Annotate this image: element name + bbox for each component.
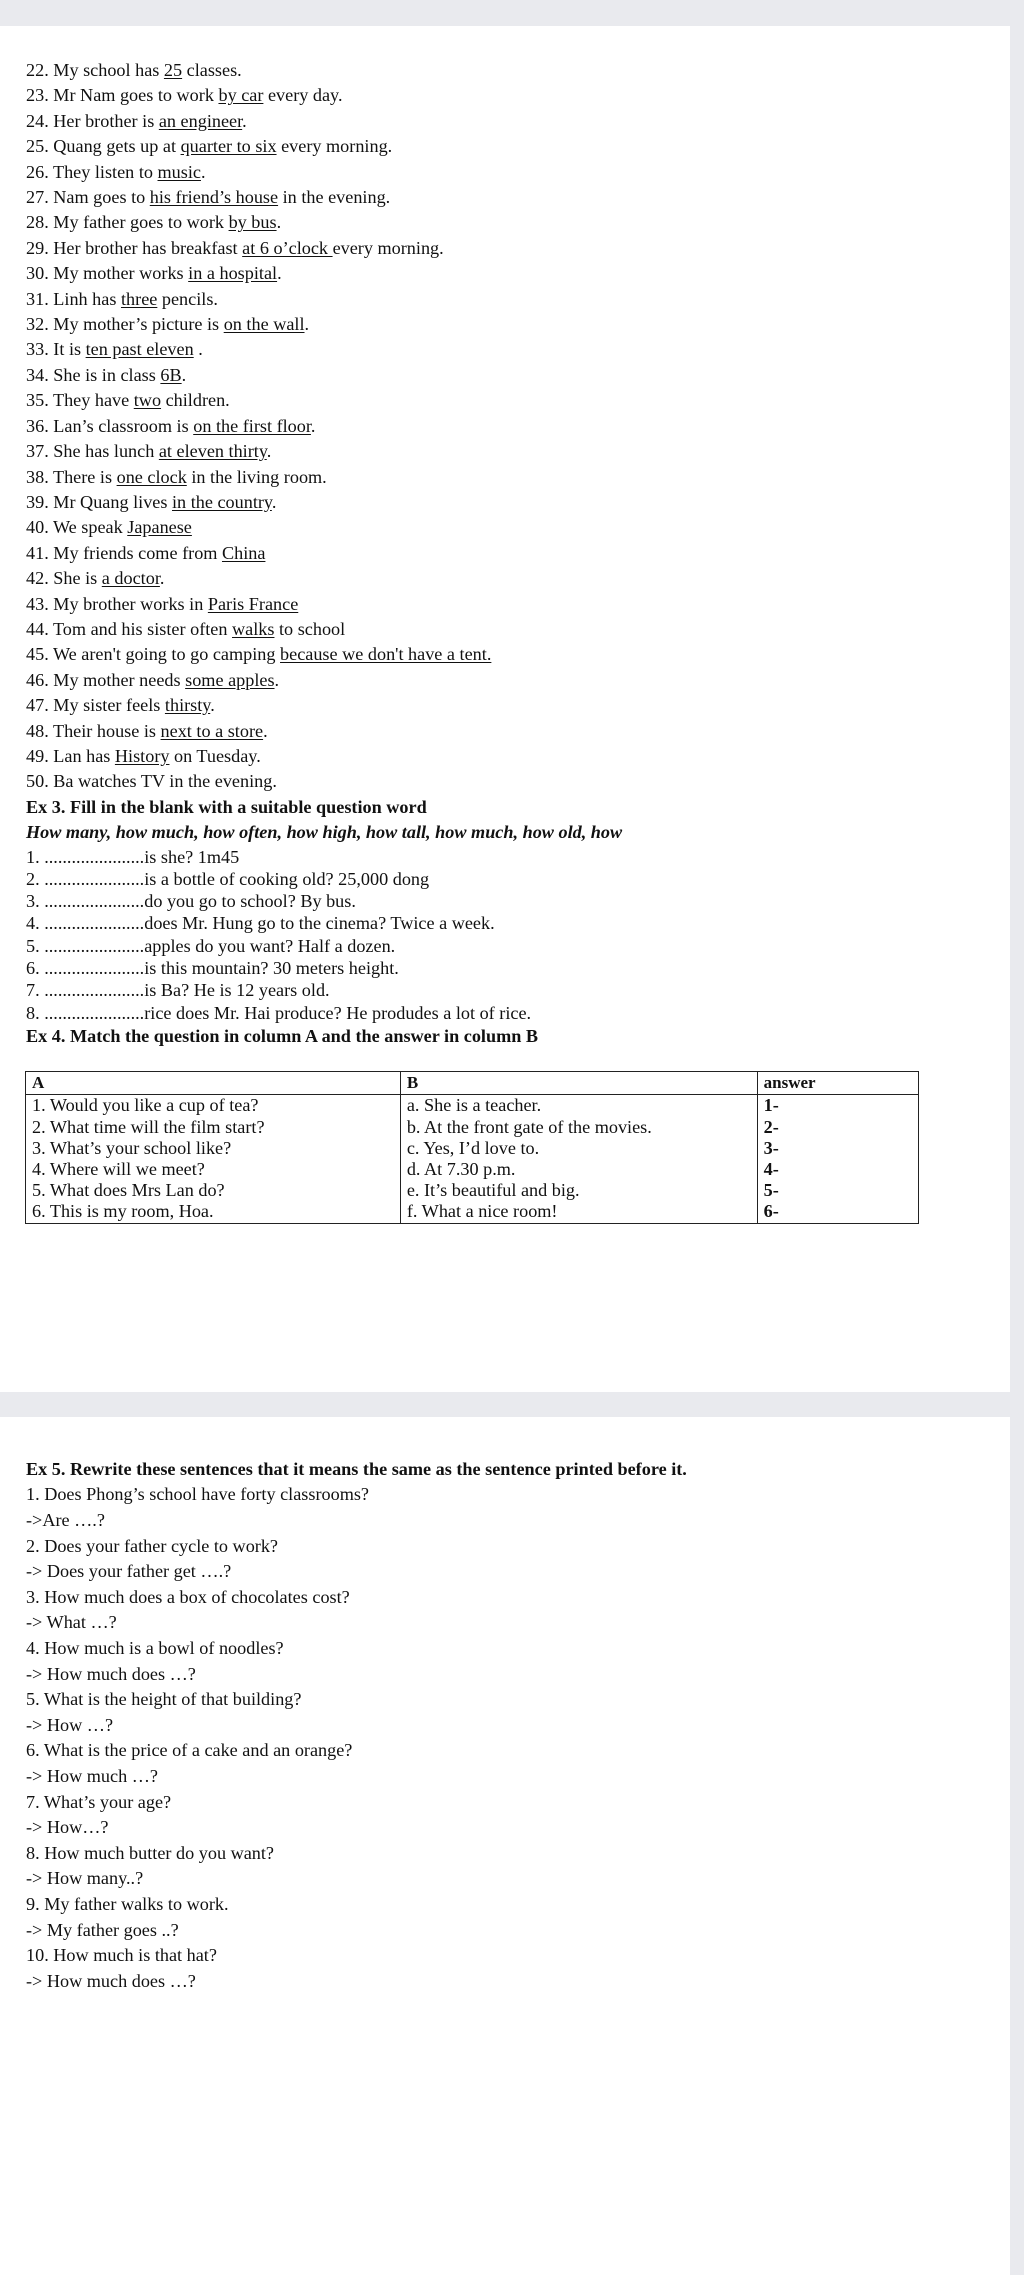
item-number: 7. xyxy=(26,980,45,1001)
matching-table xyxy=(25,1071,919,1223)
sentence-text: . xyxy=(276,212,282,233)
underlined-part: by bus xyxy=(228,212,277,233)
answer-item: 1- xyxy=(763,1095,779,1116)
sentence-text: pencils. xyxy=(157,288,218,309)
sentence-text: My sister feels xyxy=(53,695,165,716)
fill-blank-item xyxy=(26,1002,1010,1024)
sentence-text: My father goes to work xyxy=(53,212,229,233)
sentence-text: Their house is xyxy=(52,720,161,741)
underlined-part: one clock xyxy=(116,466,187,487)
sentence-text: Linh has xyxy=(53,288,121,309)
sentence-item xyxy=(26,719,1010,744)
blank-dots: ...................... xyxy=(44,958,145,979)
header-answer: answer xyxy=(757,1072,918,1095)
sentence-text: My mother works xyxy=(53,263,189,284)
column-a-cell xyxy=(26,1095,401,1223)
sentence-text: Her brother has breakfast xyxy=(53,237,243,258)
item-number: 42. xyxy=(26,568,54,589)
item-number: 44. xyxy=(26,618,53,639)
rewrite-line: ->Are ….? xyxy=(26,1510,105,1530)
sentence-item xyxy=(26,642,1010,667)
underlined-part: next to a store xyxy=(160,720,264,741)
exercise-5-title: Ex 5. Rewrite these sentences that it means the same as the sentence printed before it. xyxy=(26,1459,687,1479)
sentence-text: It is xyxy=(53,339,86,360)
item-text: do you go to school? By bus. xyxy=(144,891,356,912)
underlined-part: 25 xyxy=(163,60,183,80)
rewrite-line: 7. What’s your age? xyxy=(26,1791,172,1812)
rewrite-line: -> How …? xyxy=(26,1714,114,1735)
blank-dots: ...................... xyxy=(44,913,145,934)
underlined-part: a doctor xyxy=(101,568,160,589)
sentence-text: to school xyxy=(274,618,346,639)
underlined-part: three xyxy=(120,288,158,309)
underlined-part: two xyxy=(133,390,162,411)
fill-blank-item xyxy=(26,890,1010,912)
sentence-item xyxy=(26,388,1010,413)
sentence-item xyxy=(26,160,1010,185)
sentence-text: She is xyxy=(53,568,102,589)
sentence-text: children. xyxy=(161,390,230,411)
underlined-part: 6B xyxy=(160,364,182,385)
underlined-part: on the wall xyxy=(223,314,305,335)
sentence-text: in the evening. xyxy=(278,187,391,208)
sentence-item xyxy=(26,744,1010,769)
rewrite-line: 3. How much does a box of chocolates cost? xyxy=(26,1586,350,1607)
underlined-part: quarter to six xyxy=(180,136,277,157)
item-number: 28. xyxy=(26,212,54,233)
item-number: 38. xyxy=(26,466,53,487)
blank-dots: ...................... xyxy=(44,846,145,867)
item-number: 22. xyxy=(26,60,54,80)
underlined-part: at eleven thirty xyxy=(158,441,267,462)
fill-blank-item xyxy=(26,935,1010,957)
item-number: 47. xyxy=(26,695,54,716)
sentence-text: in the living room. xyxy=(186,466,327,487)
sentence-item xyxy=(26,363,1010,388)
rewrite-line: 8. How much butter do you want? xyxy=(26,1842,275,1863)
underlined-part: an engineer xyxy=(158,110,243,131)
column-a-item: 1. Would you like a cup of tea? xyxy=(32,1095,259,1116)
sentence-text: My school has xyxy=(53,60,164,80)
item-number: 25. xyxy=(26,136,54,157)
item-text: is she? 1m45 xyxy=(144,846,240,867)
underlined-part: at 6 o’clock xyxy=(242,237,333,258)
sentence-text: every morning. xyxy=(276,136,393,157)
rewrite-line: -> How much …? xyxy=(26,1765,158,1786)
item-number: 8. xyxy=(26,1002,45,1023)
column-a-item: 4. Where will we meet? xyxy=(32,1158,205,1179)
exercise-4-title: Ex 4. Match the question in column A and the answer in column B xyxy=(26,1025,539,1046)
sentence-text: . xyxy=(159,568,165,589)
sentence-item xyxy=(26,185,1010,210)
sentence-item xyxy=(26,58,1010,83)
underlined-part: his friend’s house xyxy=(149,187,279,208)
sentence-text: Lan’s classroom is xyxy=(53,415,194,436)
fill-blank-item xyxy=(26,957,1010,979)
item-number: 23. xyxy=(26,85,54,106)
sentence-text: . xyxy=(277,263,282,284)
sentence-text: every day. xyxy=(263,85,343,106)
sentence-text: They have xyxy=(52,390,134,411)
sentence-text: Mr Quang lives xyxy=(53,491,172,512)
item-number: 46. xyxy=(26,669,54,690)
item-number: 49. xyxy=(26,745,54,766)
underlined-part: China xyxy=(221,542,266,563)
sentence-text: My brother works in xyxy=(53,593,208,614)
sentence-item xyxy=(26,312,1010,337)
table-row xyxy=(26,1095,919,1223)
sentence-text: She is in class xyxy=(53,364,161,385)
sentence-text: on Tuesday. xyxy=(169,745,261,766)
sentence-text: She has lunch xyxy=(53,441,159,462)
sentence-text: We aren't going to go camping xyxy=(52,644,281,665)
item-number: 2. xyxy=(26,868,45,889)
sentence-text: . xyxy=(310,415,316,436)
sentence-item xyxy=(26,617,1010,642)
fill-blank-item xyxy=(26,912,1010,934)
sentence-item xyxy=(26,668,1010,693)
column-b-item: e. It’s beautiful and big. xyxy=(406,1180,580,1201)
document-page-1 xyxy=(0,26,1010,1392)
item-number: 32. xyxy=(26,314,54,335)
item-text: rice does Mr. Hai produce? He produdes a lot of rice. xyxy=(144,1002,532,1023)
sentence-text: . xyxy=(274,669,280,690)
column-b-item: b. At the front gate of the movies. xyxy=(406,1116,652,1137)
answer-item: 3- xyxy=(763,1137,779,1158)
sentence-text: There is xyxy=(52,466,117,487)
blank-dots: ...................... xyxy=(44,1002,145,1023)
exercise-3-word-bank: How many, how much, how often, how high, how tall, how much, how old, how xyxy=(26,822,623,843)
rewrite-line: -> How many..? xyxy=(26,1868,144,1889)
blank-dots: ...................... xyxy=(44,868,145,889)
sentence-item xyxy=(26,592,1010,617)
underlined-part: ten past eleven xyxy=(85,339,194,360)
sentence-item xyxy=(26,490,1010,515)
answer-cell xyxy=(757,1095,918,1223)
rewrite-line: -> My father goes ..? xyxy=(26,1919,179,1940)
exercise-5-list xyxy=(26,1482,1010,1994)
sentence-item xyxy=(26,109,1010,134)
sentence-item xyxy=(26,236,1010,261)
sentence-item xyxy=(26,414,1010,439)
item-number: 40. xyxy=(26,517,53,538)
answer-item: 4- xyxy=(763,1158,779,1179)
sentence-text: Lan has xyxy=(53,745,115,766)
underlined-part: History xyxy=(114,745,170,766)
blank-dots: ...................... xyxy=(44,980,145,1001)
sentence-text: . xyxy=(304,314,310,335)
item-text: is Ba? He is 12 years old. xyxy=(144,980,330,1001)
fill-blank-item xyxy=(26,868,1010,890)
item-number: 6. xyxy=(26,958,45,979)
exercise-3-list xyxy=(26,846,1010,1024)
header-column-b: B xyxy=(400,1072,757,1095)
sentence-item xyxy=(26,210,1010,235)
column-b-cell xyxy=(400,1095,757,1223)
item-text: is a bottle of cooking old? 25,000 dong xyxy=(144,868,430,889)
item-number: 34. xyxy=(26,364,54,385)
column-a-item: 5. What does Mrs Lan do? xyxy=(32,1180,225,1201)
rewrite-line: 5. What is the height of that building? xyxy=(26,1689,302,1710)
sentence-text: My friends come from xyxy=(53,542,222,563)
item-number: 30. xyxy=(26,263,54,284)
header-column-a: A xyxy=(26,1072,401,1095)
item-text: is this mountain? 30 meters height. xyxy=(144,958,399,979)
column-a-item: 6. This is my room, Hoa. xyxy=(32,1201,214,1222)
blank-dots: ...................... xyxy=(44,935,145,956)
sentence-text: classes. xyxy=(182,60,242,80)
sentence-item xyxy=(26,287,1010,312)
rewrite-line: 6. What is the price of a cake and an orange? xyxy=(26,1740,353,1761)
exercise-3-title: Ex 3. Fill in the blank with a suitable question word xyxy=(26,796,427,817)
column-b-item: f. What a nice room! xyxy=(406,1201,558,1222)
sentence-item xyxy=(26,769,1010,794)
sentence-text: Ba watches TV in the evening. xyxy=(53,771,277,792)
item-number: 29. xyxy=(26,237,54,258)
item-number: 45. xyxy=(26,644,53,665)
sentence-item xyxy=(26,515,1010,540)
sentence-item xyxy=(26,541,1010,566)
sentence-text: Nam goes to xyxy=(53,187,150,208)
blank-dots: ...................... xyxy=(44,891,145,912)
sentence-text: . xyxy=(200,161,206,182)
answer-item: 2- xyxy=(763,1116,779,1137)
sentence-text: We speak xyxy=(52,517,128,538)
sentence-text: . xyxy=(193,339,203,360)
sentence-text: . xyxy=(181,364,187,385)
rewrite-line: -> What …? xyxy=(26,1612,117,1633)
fill-blank-item xyxy=(26,846,1010,868)
sentence-item xyxy=(26,439,1010,464)
sentence-item xyxy=(26,566,1010,591)
item-number: 27. xyxy=(26,187,54,208)
sentence-item xyxy=(26,337,1010,362)
rewrite-line: 2. Does your father cycle to work? xyxy=(26,1535,279,1556)
sentence-item xyxy=(26,261,1010,286)
item-number: 31. xyxy=(26,288,54,309)
underlined-part: music xyxy=(157,161,201,182)
item-number: 1. xyxy=(26,846,45,867)
column-b-item: c. Yes, I’d love to. xyxy=(406,1137,540,1158)
answer-item: 5- xyxy=(763,1180,779,1201)
underlined-part: some apples xyxy=(185,669,275,690)
sentence-text: . xyxy=(210,695,215,716)
rewrite-line: -> How…? xyxy=(26,1817,109,1838)
item-number: 35. xyxy=(26,390,53,411)
rewrite-line: 9. My father walks to work. xyxy=(26,1893,229,1914)
sentence-text: Her brother is xyxy=(53,110,159,131)
item-number: 4. xyxy=(26,913,45,934)
item-number: 41. xyxy=(26,542,54,563)
item-number: 24. xyxy=(26,110,54,131)
sentence-item xyxy=(26,83,1010,108)
column-b-item: a. She is a teacher. xyxy=(406,1095,542,1116)
sentence-text: My mother’s picture is xyxy=(53,314,224,335)
rewrite-line: 1. Does Phong’s school have forty classrooms? xyxy=(26,1484,369,1505)
sentence-text: . xyxy=(271,491,277,512)
rewrite-line: -> How much does …? xyxy=(26,1663,196,1684)
sentence-text: Mr Nam goes to work xyxy=(53,85,219,106)
column-b-item: d. At 7.30 p.m. xyxy=(406,1158,516,1179)
item-text: does Mr. Hung go to the cinema? Twice a week. xyxy=(144,913,495,934)
rewrite-line: 10. How much is that hat? xyxy=(26,1945,217,1966)
item-number: 36. xyxy=(26,415,54,436)
sentence-text: . xyxy=(266,441,272,462)
fill-blank-item xyxy=(26,979,1010,1001)
item-text: apples do you want? Half a dozen. xyxy=(144,935,396,956)
sentence-text: . xyxy=(263,720,268,741)
rewrite-line: 4. How much is a bowl of noodles? xyxy=(26,1637,284,1658)
item-number: 39. xyxy=(26,491,54,512)
item-number: 37. xyxy=(26,441,54,462)
underlined-part: walks xyxy=(232,618,275,639)
document-page-2 xyxy=(0,1417,1010,2275)
underlined-part: in a hospital xyxy=(188,263,278,284)
underlined-part: Paris France xyxy=(207,593,299,614)
item-number: 48. xyxy=(26,720,53,741)
underlined-part: thirsty xyxy=(164,695,211,716)
item-number: 43. xyxy=(26,593,54,614)
underlined-part: by car xyxy=(218,85,264,106)
item-number: 5. xyxy=(26,935,45,956)
item-number: 26. xyxy=(26,161,53,182)
sentence-item xyxy=(26,693,1010,718)
exercise-2-list xyxy=(26,58,1010,795)
item-number: 50. xyxy=(26,771,54,792)
underlined-part: in the country xyxy=(172,491,272,512)
sentence-text: Quang gets up at xyxy=(53,136,181,157)
rewrite-line: -> How much does …? xyxy=(26,1970,196,1991)
sentence-text: Tom and his sister often xyxy=(52,618,233,639)
sentence-item xyxy=(26,465,1010,490)
rewrite-line: -> Does your father get ….? xyxy=(26,1561,232,1582)
sentence-item xyxy=(26,134,1010,159)
answer-item: 6- xyxy=(763,1201,779,1222)
item-number: 3. xyxy=(26,891,45,912)
sentence-text: every morning. xyxy=(332,237,444,258)
item-number: 33. xyxy=(26,339,54,360)
column-a-item: 3. What’s your school like? xyxy=(32,1137,232,1158)
table-header-row xyxy=(26,1072,919,1095)
column-a-item: 2. What time will the film start? xyxy=(32,1116,265,1137)
sentence-text: My mother needs xyxy=(53,669,186,690)
underlined-part: on the first floor xyxy=(193,415,311,436)
underlined-part: because we don't have a tent. xyxy=(280,644,492,665)
sentence-text: . xyxy=(242,110,247,131)
sentence-text: They listen to xyxy=(52,161,158,182)
underlined-part: Japanese xyxy=(127,517,192,538)
